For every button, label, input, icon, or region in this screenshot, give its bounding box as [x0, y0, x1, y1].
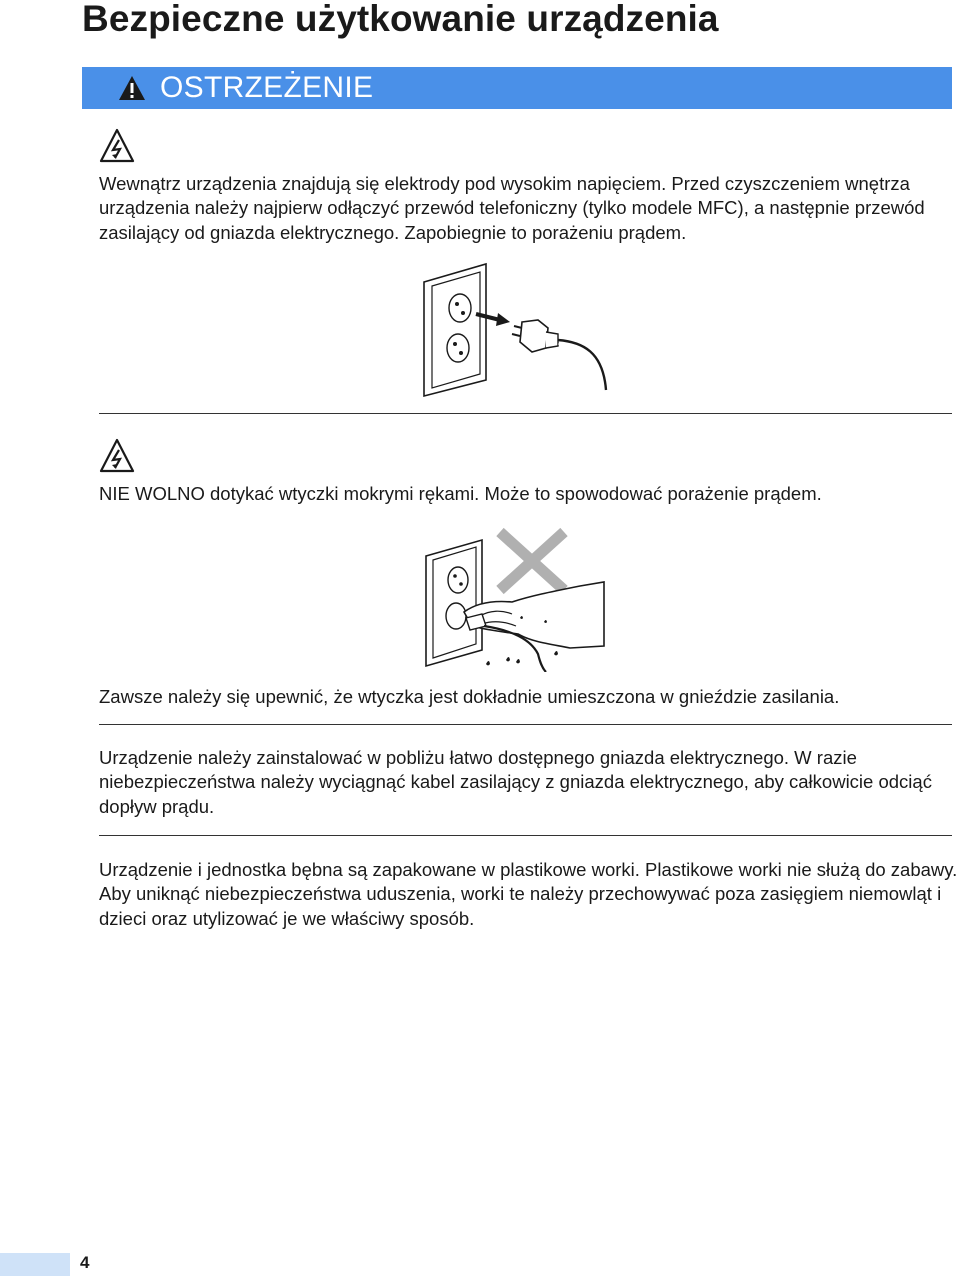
wet-hand-prohibited-illustration [420, 526, 610, 672]
page-number: 4 [80, 1253, 90, 1272]
hazard-text-electrodes: Wewnątrz urządzenia znajdują się elektrody pod wysokim napięciem. Przed czyszczeniem wnętrza urządzenia należy najpierw odłączyć przewód telefoniczny (tylko modele MFC), a następnie przewód zasilający od gniazda elektrycznego. Zapobiegnie to porażeniu prądem. [99, 173, 925, 243]
unplug-outlet-illustration [418, 262, 618, 400]
section-divider [99, 835, 952, 836]
warning-banner [82, 67, 952, 109]
electrical-hazard-icon [99, 128, 135, 164]
electrical-hazard-icon [99, 438, 135, 474]
plastic-bag-text: Urządzenie i jednostka bębna są zapakowane w plastikowe worki. Plastikowe worki nie służą do zabawy. Aby uniknąć niebezpieczeństwa uduszenia, worki te należy przechowywać poza zasięgiem niemowląt i dzieci oraz utylizować je we właściwy sposób. [99, 859, 958, 929]
hazard-text-wet-hands: NIE WOLNO dotykać wtyczki mokrymi rękami. Może to spowodować porażenie prądem. [99, 483, 822, 504]
warning-label: OSTRZEŻENIE [160, 71, 374, 104]
section-divider [99, 724, 952, 725]
section-divider [99, 413, 952, 414]
page-title: Bezpieczne użytkowanie urządzenia [82, 0, 719, 39]
outlet-access-text: Urządzenie należy zainstalować w pobliżu łatwo dostępnego gniazda elektrycznego. W razie niebezpieczeństwa należy wyciągnąć kabel zasilający z gniazda elektrycznego, aby całkowicie odciąć dopływ prądu. [99, 747, 932, 817]
warning-triangle-icon [118, 74, 146, 102]
footer-bar [0, 1253, 70, 1276]
plug-seating-text: Zawsze należy się upewnić, że wtyczka jest dokładnie umieszczona w gnieździe zasilania. [99, 686, 840, 707]
